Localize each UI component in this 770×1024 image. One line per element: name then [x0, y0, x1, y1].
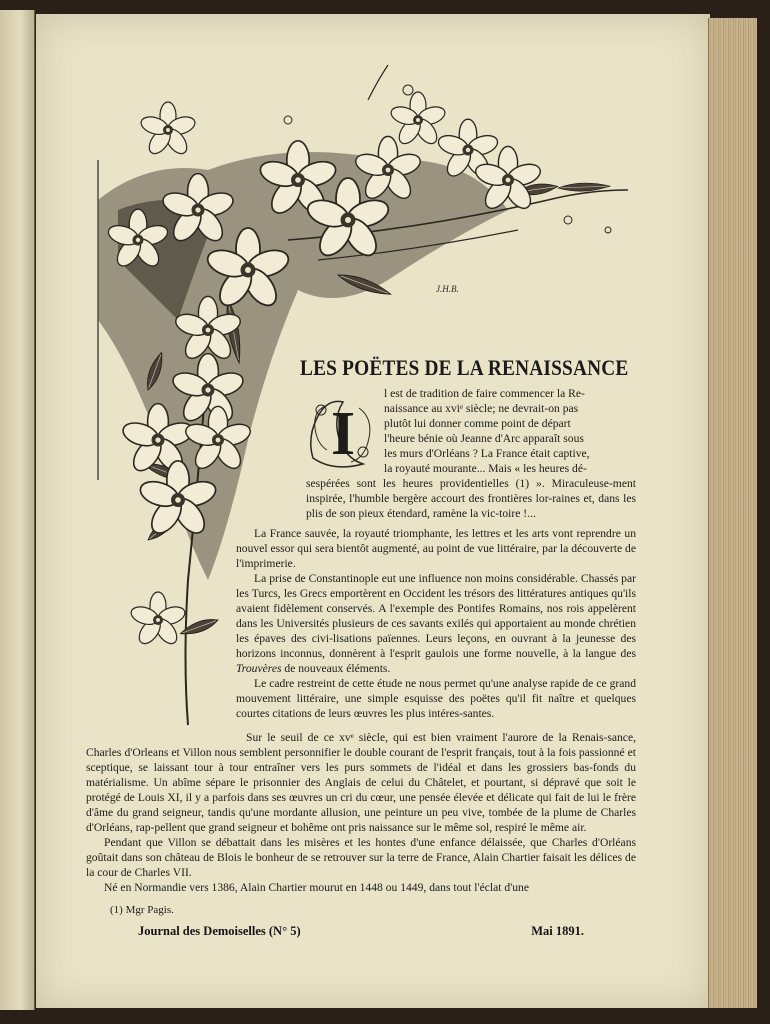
paragraph: Sur le seuil de ce xvᵉ siècle, qui est bien vraiment l'aurore de la Renais-sance, Charles d'Orleans et Villon nous semblent personnifier le double courant de l'esprit français, tout à la fois passionné et sceptique, se laissant tour à tour entraîner vers les purs sommets de l'idéal et dans les grossiers bas-fonds du matérialisme. Un abîme sépare le prisonnier des Anglais de celui du Châtelet, et pourtant, si dépravé que soit le protégé de Louis XI, il y a parfois dans ses œuvres un cri du cœur, une pensée élevée et délicate qui fait de lui le frère d'âme du grand seigneur, tandis qu'une mordante allusion, une peinture un peu vive, tombée de la plume de Charles d'Orléans, rap-pellent que grand seigneur et bohême ont pris naissance sur le même sol, respiré le même air.: [86, 731, 636, 834]
intro-line: plutôt lui donner comme point de départ: [384, 417, 571, 430]
intro-line: les murs d'Orléans ? La France était captive,: [384, 447, 590, 460]
paragraph: Né en Normandie vers 1386, Alain Chartier mourut en 1448 ou 1449, dans tout l'éclat d'une: [104, 881, 530, 894]
intro-continuation: sespérées sont les heures providentielles (1) ». Miraculeuse-ment inspirée, l'humble bergère accourt des frontières lor-raines et, dans les plis de son pieux étendard, ramène la vic-toire !...: [306, 477, 636, 520]
paragraph: Pendant que Villon se débattait dans les misères et les hontes d'une enfance délaissée, que Charles d'Orléans goûtait dans son château de Blois le bonheur de se retrouver sur la terre de France, Alain Chartier faisait les délices de la cour de Charles VII.: [86, 836, 636, 879]
book-left-page-edge: [0, 10, 35, 1010]
intro-lines: [384, 386, 636, 476]
body-column-full: [86, 730, 636, 895]
paragraph: La France sauvée, la royauté triomphante, les lettres et les arts vont reprendre un nouvel essor qui sera bientôt augmenté, au point de vue littéraire, par la découverte de l'imprimerie.: [236, 527, 636, 570]
body-column-narrow: [236, 526, 636, 721]
paragraph-text: de nouveaux éléments.: [284, 662, 391, 675]
page-footer: [138, 924, 584, 939]
ornamental-drop-cap: [303, 388, 381, 472]
article-title: LES POËTES DE LA RENAISSANCE: [300, 355, 629, 381]
paragraph: [236, 571, 636, 676]
intro-line: la royauté mourante... Mais « les heures dé-: [384, 462, 587, 475]
issue-date: Mai 1891.: [531, 924, 584, 938]
journal-name: Journal des Demoiselles (N° 5): [138, 924, 301, 938]
book-page-edges: [708, 18, 757, 1008]
paragraph: Le cadre restreint de cette étude ne nous permet qu'une analyse rapide de ce grand mouvement littéraire, une simple esquisse des poëtes qu'il fit naître et quelques courtes citations de leurs œuvres les plus intéres-santes.: [236, 677, 636, 720]
paragraph-text: La prise de Constantinople eut une influence non moins considérable. Chassés par les Turcs, les Grecs emportèrent en Occident les trésors des littératures antiques qu'ils avaient fidèlement conservés. A l'exemple des Pontifes Romains, nos rois appelèrent dans les Universités plusieurs de ces savants exilés qui apportaient au monde chrétien les épaves des civi-lisations païennes. Leurs leçons, en ouvrant à la jeunesse des horizons inconnus, donnèrent à l'esprit gaulois une forme nouvelle, à la langue des: [236, 572, 636, 660]
intro-line: l'heure bénie où Jeanne d'Arc apparaît sous: [384, 432, 584, 445]
intro-line: l est de tradition de faire commencer la Re-: [384, 387, 585, 400]
intro-line: naissance au xviᵉ siècle; ne devrait-on pas: [384, 402, 579, 415]
footnote: (1) Mgr Pagis.: [110, 904, 174, 916]
emphasis-trouveres: Trouvères: [236, 662, 282, 675]
illustration-signature: J.H.B.: [436, 284, 459, 294]
drop-cap-letter: I: [331, 400, 356, 468]
